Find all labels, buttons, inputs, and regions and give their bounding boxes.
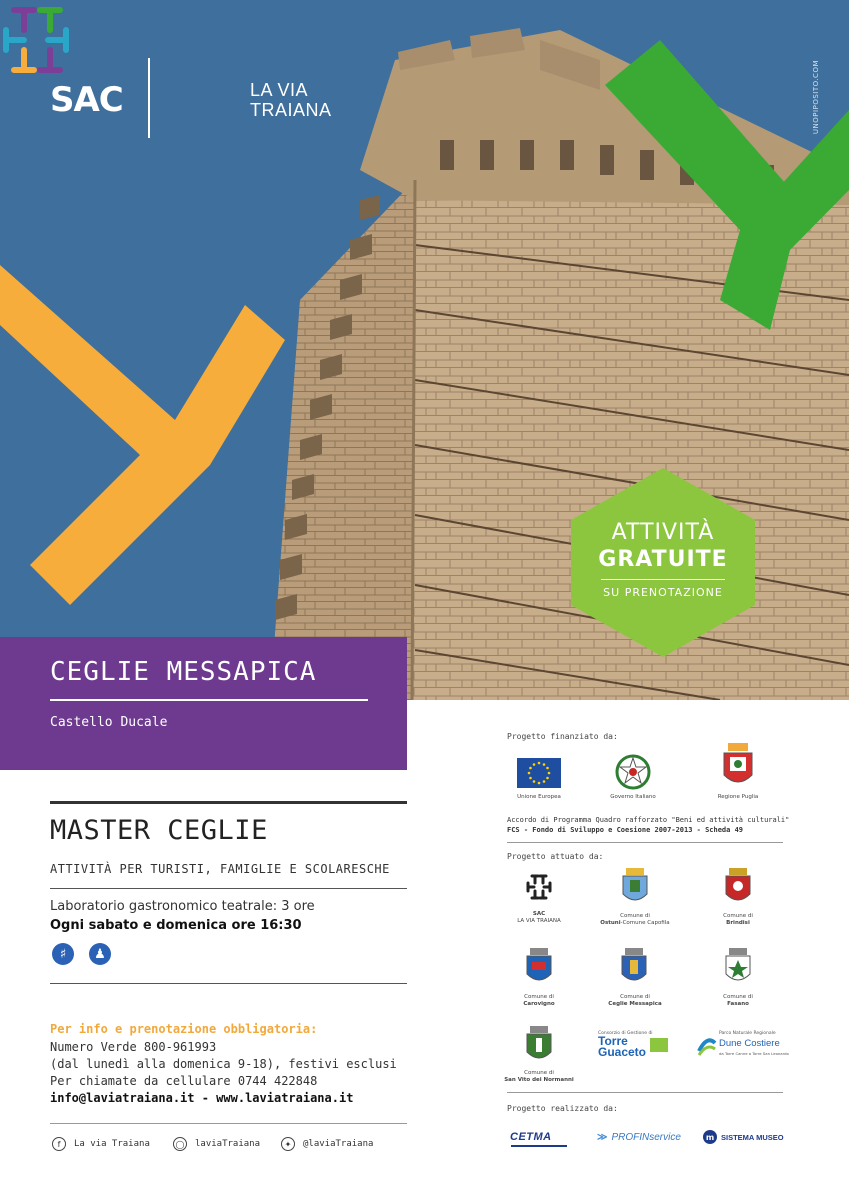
sac-caption xyxy=(509,911,569,925)
italy-emblem-icon xyxy=(615,752,651,792)
sistema-museo-logo xyxy=(703,1130,784,1144)
dune-costiere-logo xyxy=(697,1031,789,1061)
subtitle-rule xyxy=(50,888,407,889)
via-line2: TRAIANA xyxy=(250,100,332,120)
san-vito-crest-icon xyxy=(526,1026,552,1066)
torre-small: Consorzio di Gestione di xyxy=(598,1031,653,1036)
torre-name2: Guaceto xyxy=(598,1045,647,1059)
social-twitter[interactable] xyxy=(281,1137,373,1151)
funded-rule xyxy=(507,842,783,843)
dune-name: Dune Costiere xyxy=(719,1038,780,1049)
torre-mark-icon xyxy=(650,1038,668,1052)
facebook-icon: f xyxy=(52,1137,66,1151)
schedule-rule xyxy=(50,983,407,984)
profin-arrows-icon: ≫ xyxy=(597,1132,608,1143)
social-rule xyxy=(50,1123,407,1124)
sistema-museo-icon: m xyxy=(703,1130,717,1144)
badge-line3: SU PRENOTAZIONE xyxy=(603,586,723,599)
fasano-caption-top: Comune di xyxy=(723,994,753,1000)
person-accessible-icon: ♟ xyxy=(89,943,111,965)
puglia-crest-icon xyxy=(722,743,754,791)
location-box xyxy=(0,637,407,770)
city-name: CEGLIE MESSAPICA xyxy=(50,657,317,687)
sac-caption-top: SAC xyxy=(532,911,546,917)
logo-divider xyxy=(148,58,150,138)
title-rule-top xyxy=(50,801,407,804)
info-hours: (dal lunedì alla domenica 9-18), festivi esclusi xyxy=(50,1057,397,1071)
ostuni-caption-bottom: Ostuni xyxy=(600,920,621,926)
dune-sub: da Torre Canne a Torre San Leonardo xyxy=(719,1051,789,1056)
dune-mark-icon xyxy=(697,1033,717,1057)
funded-label: Progetto finanziato da: xyxy=(507,732,618,741)
info-heading: Per info e prenotazione obbligatoria: xyxy=(50,1022,318,1036)
event-subtitle: ATTIVITÀ PER TURISTI, FAMIGLIE E SCOLARESCHE xyxy=(50,862,390,876)
brindisi-crest-icon xyxy=(725,868,751,908)
fcs-text: FCS - Fondo di Sviluppo e Coesione 2007-2013 - Scheda 49 xyxy=(507,826,744,834)
profinservice-logo xyxy=(597,1132,681,1143)
badge-line1: ATTIVITÀ xyxy=(611,520,715,545)
ceglie-caption xyxy=(600,994,670,1008)
instagram-label: laviaTraiana xyxy=(195,1139,261,1149)
san-vito-caption-top: Comune di xyxy=(524,1070,554,1076)
sac-small-icon xyxy=(524,872,554,902)
ostuni-caption-top: Comune di xyxy=(620,913,650,919)
torre-name1: Torre xyxy=(598,1034,628,1048)
carovigno-crest-icon xyxy=(526,948,552,988)
via-traiana-wordmark xyxy=(250,80,332,120)
realized-label: Progetto realizzato da: xyxy=(507,1104,618,1113)
torre-guaceto-logo xyxy=(598,1031,672,1061)
free-activities-badge xyxy=(585,520,741,599)
via-line1: LA VIA xyxy=(250,80,309,100)
eu-flag-icon xyxy=(517,758,561,788)
agreement-text: Accordo di Programma Quadro rafforzato "Beni ed attività culturali" xyxy=(507,816,790,824)
contact-links[interactable]: info@laviatraiana.it - www.laviatraiana.it xyxy=(50,1091,354,1105)
san-vito-caption-bottom: San Vito dei Normanni xyxy=(504,1077,574,1083)
info-mobile: Per chiamate da cellulare 0744 422848 xyxy=(50,1074,318,1088)
cetma-underline xyxy=(511,1145,567,1147)
fasano-caption-bottom: Fasano xyxy=(727,1001,749,1007)
venue-name: Castello Ducale xyxy=(50,715,168,730)
design-credit: UNOPIPOSITO.COM xyxy=(812,60,820,135)
eu-caption: Unione Europea xyxy=(517,794,561,800)
cetma-logo: CETMA xyxy=(510,1131,552,1143)
instagram-icon: ◯ xyxy=(173,1137,187,1151)
profin-name: PROFINservice xyxy=(611,1132,681,1143)
via-traiana-mark-icon xyxy=(0,0,72,78)
implemented-rule xyxy=(507,1092,783,1093)
san-vito-caption xyxy=(499,1070,579,1084)
fasano-caption xyxy=(708,994,768,1008)
badge-divider xyxy=(601,579,725,580)
implemented-label: Progetto attuato da: xyxy=(507,852,604,861)
dune-small: Parco Naturale Regionale xyxy=(719,1031,776,1036)
ostuni-crest-icon xyxy=(622,868,648,908)
ceglie-crest-icon xyxy=(621,948,647,988)
brindisi-caption xyxy=(708,913,768,927)
badge-line2: GRATUITE xyxy=(598,547,728,572)
brindisi-caption-top: Comune di xyxy=(723,913,753,919)
info-phone: Numero Verde 800-961993 xyxy=(50,1040,217,1054)
ostuni-caption xyxy=(595,913,675,927)
carovigno-caption-bottom: Carovigno xyxy=(523,1001,555,1007)
sistema-museo-name: SISTEMA MUSEO xyxy=(721,1132,784,1142)
ceglie-caption-top: Comune di xyxy=(620,994,650,1000)
puglia-caption: Regione Puglia xyxy=(717,794,759,800)
event-schedule: Ogni sabato e domenica ore 16:30 xyxy=(50,918,302,933)
fasano-crest-icon xyxy=(724,948,752,988)
italy-caption: Governo Italiano xyxy=(610,794,656,800)
hearing-accessible-icon: ♯ xyxy=(52,943,74,965)
carovigno-caption xyxy=(509,994,569,1008)
sac-caption-bottom: LA VIA TRAIANA xyxy=(517,918,561,924)
city-underline xyxy=(50,699,368,701)
twitter-label: @laviaTraiana xyxy=(303,1139,374,1149)
ostuni-caption-extra: -Comune Capofila xyxy=(620,920,670,926)
sac-logo: SAC xyxy=(50,80,123,120)
facebook-label: La via Traiana xyxy=(74,1139,150,1149)
brindisi-caption-bottom: Brindisi xyxy=(726,920,750,926)
event-title: MASTER CEGLIE xyxy=(50,815,268,846)
activity-description: Laboratorio gastronomico teatrale: 3 ore xyxy=(50,899,315,914)
ceglie-caption-bottom: Ceglie Messapica xyxy=(608,1001,662,1007)
carovigno-caption-top: Comune di xyxy=(524,994,554,1000)
social-instagram[interactable] xyxy=(173,1137,260,1151)
social-facebook[interactable] xyxy=(52,1137,150,1151)
twitter-icon: ✦ xyxy=(281,1137,295,1151)
